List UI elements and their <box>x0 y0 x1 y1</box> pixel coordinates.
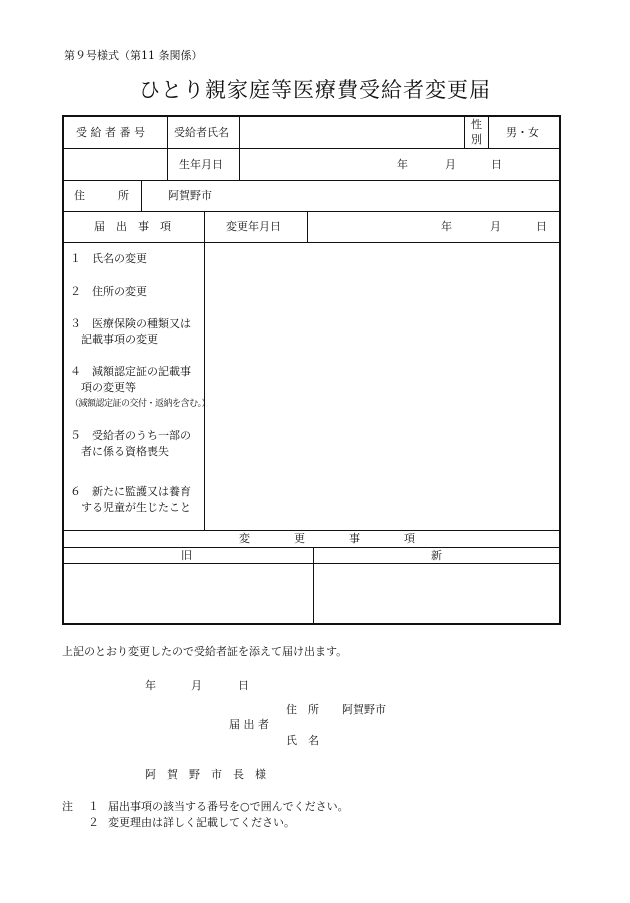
gender-label-2: 別 <box>471 133 482 146</box>
item-6[interactable]: ６ 新たに監護又は養育 する児童が生じたこと <box>70 485 191 514</box>
new-value-field[interactable] <box>314 564 559 623</box>
address-value[interactable]: 阿賀野市 <box>168 189 212 202</box>
declaration-year-label: 年 <box>145 679 156 692</box>
recipient-name-field[interactable] <box>240 117 463 148</box>
gender-label: 性 <box>471 118 482 131</box>
old-value-field[interactable] <box>64 564 312 623</box>
item-2[interactable]: ２ 住所の変更 <box>70 285 147 298</box>
changes-label: 変 更 事 項 <box>239 532 415 545</box>
declaration-statement: 上記のとおり変更したので受給者証を添えて届け出ます。 <box>62 645 348 658</box>
item-4[interactable]: ４ 減額認定証の記載事 項の変更等 （減額認定証の交付・返納を含む。） <box>70 364 210 412</box>
notification-items-label: 届 出 事 項 <box>94 220 171 233</box>
item-4-note: （減額認定証の交付・返納を含む。） <box>70 399 211 409</box>
notifier-label: 届 出 者 <box>229 718 269 731</box>
new-label: 新 <box>431 549 442 562</box>
declarant-address-value[interactable]: 阿賀野市 <box>342 703 386 716</box>
form-table <box>62 115 561 625</box>
note-2-text: 変更理由は詳しく記載してください。 <box>108 816 295 829</box>
birth-month-label: 月 <box>445 158 456 171</box>
addressee: 阿 賀 野 市 長 様 <box>145 768 266 781</box>
change-date-label: 変更年月日 <box>226 220 281 233</box>
change-month-label: 月 <box>490 220 501 233</box>
address-label: 住 所 <box>74 189 129 202</box>
declaration-month-label: 月 <box>191 679 202 692</box>
birth-day-label: 日 <box>491 158 502 171</box>
note-2-number: ２ <box>88 816 99 829</box>
form-number: 第９号様式（第11 条関係） <box>64 49 203 62</box>
item-1[interactable]: １ 氏名の変更 <box>70 252 147 265</box>
notes-prefix: 注 <box>62 800 73 813</box>
item-3[interactable]: ３ 医療保険の種類又は 記載事項の変更 <box>70 317 191 346</box>
declarant-name-label: 氏 名 <box>286 734 319 747</box>
change-day-label: 日 <box>536 220 547 233</box>
birth-year-label: 年 <box>397 158 408 171</box>
item-5[interactable]: ５ 受給者のうち一部の 者に係る資格喪失 <box>70 429 191 458</box>
gender-options[interactable]: 男・女 <box>506 126 539 139</box>
old-label: 旧 <box>181 549 192 562</box>
birthdate-label: 生年月日 <box>179 158 223 171</box>
recipient-name-label: 受給者氏名 <box>174 126 229 139</box>
note-1-text: 届出事項の該当する番号を○で囲んでください。 <box>108 800 349 813</box>
note-1-number: １ <box>88 800 99 813</box>
recipient-number-label: 受 給 者 番 号 <box>76 126 145 139</box>
declaration-day-label: 日 <box>238 679 249 692</box>
declarant-address-label: 住 所 <box>286 703 319 716</box>
page-title: ひとり親家庭等医療費受給者変更届 <box>139 78 491 102</box>
change-year-label: 年 <box>441 220 452 233</box>
